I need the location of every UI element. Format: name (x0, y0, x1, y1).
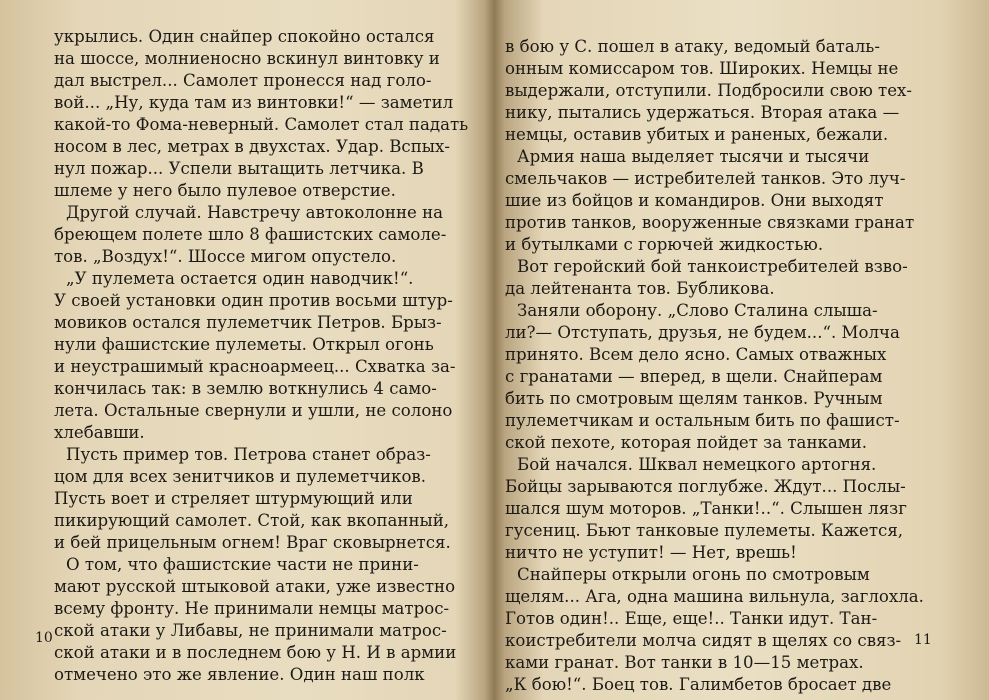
text-line: вой... „Ну, куда там из винтовки!“ — заметил (54, 93, 454, 112)
text-line: коистребители молча сидят в щелях со связ- (505, 631, 902, 650)
text-line: шался шум моторов. „Танки!..“. Слышен лязг (505, 499, 907, 518)
text-line: О том, что фашистские части не прини- (66, 555, 419, 574)
text-line: да лейтенанта тов. Бубликова. (505, 279, 775, 298)
text-line: щелям... Ага, одна машина вильнула, заглохла. (505, 587, 924, 606)
text-line: ли?— Отступать, друзья, не будем...“. Молча (505, 323, 900, 342)
text-line: Вот геройский бой танкоистребителей взво- (517, 257, 908, 276)
text-line: носом в лес, метрах в двухстах. Удар. Вспых- (54, 137, 450, 156)
text-line: нул пожар... Успели вытащить летчика. В (54, 159, 424, 178)
text-line: Снайперы открыли огонь по смотровым (517, 565, 870, 584)
text-line: немцы, оставив убитых и раненых, бежали. (505, 125, 889, 144)
text-line: кончилась так: в землю воткнулись 4 само- (54, 379, 437, 398)
text-line: Заняли оборону. „Слово Сталина слыша- (517, 301, 878, 320)
text-line: пикирующий самолет. Стой, как вкопанный, (54, 511, 450, 530)
text-line: Пусть пример тов. Петрова станет образ- (66, 445, 431, 464)
text-line: нику, пытались удержаться. Вторая атака — (505, 103, 900, 122)
text-line: смельчаков — истребителей танков. Это луч- (505, 169, 906, 188)
page-number-right: 11 (914, 632, 932, 648)
text-line: пулеметчикам и остальным бить по фашист- (505, 411, 900, 430)
text-line: Бой начался. Шквал немецкого артогня. (517, 455, 877, 474)
left-page (54, 26, 478, 684)
text-line: мают русской штыковой атаки, уже известно (54, 577, 456, 596)
text-line: лета. Остальные свернули и ушли, не солоно (54, 401, 453, 420)
text-line: Армия наша выделяет тысячи и тысячи (517, 147, 870, 166)
text-line: с гранатами — вперед, в щели. Снайперам (505, 367, 883, 386)
text-line: Пусть воет и стреляет штурмующий или (54, 489, 413, 508)
text-line: мовиков остался пулеметчик Петров. Брыз- (54, 313, 442, 332)
text-line: отмечено это же явление. Один наш полк (54, 665, 425, 684)
text-line: нули фашистские пулеметы. Открыл огонь (54, 335, 434, 354)
text-line: тов. „Воздух!“. Шоссе мигом опустело. (54, 247, 397, 266)
text-line: Другой случай. Навстречу автоколонне на (66, 203, 444, 222)
text-line: шлеме у него было пулевое отверстие. (54, 181, 396, 200)
text-line: бреющем полете шло 8 фашистских самоле- (54, 225, 447, 244)
text-line: укрылись. Один снайпер спокойно остался (54, 27, 435, 46)
text-line: всему фронту. Не принимали немцы матрос- (54, 599, 450, 618)
text-line: и бутылками с горючей жидкостью. (505, 235, 824, 254)
text-line: ской атаки и в последнем бою у Н. И в армии (54, 643, 457, 662)
text-line: ской атаки у Либавы, не принимали матрос- (54, 621, 447, 640)
text-line: Бойцы зарываются поглубже. Ждут... Послы- (505, 477, 906, 496)
text-line: принято. Всем дело ясно. Самых отважных (505, 345, 887, 364)
right-page (505, 26, 929, 694)
text-line: ками гранат. Вот танки в 10—15 метрах. (505, 653, 864, 672)
text-line: и неустрашимый красноармеец... Схватка за- (54, 357, 456, 376)
text-line: какой-то Фома-неверный. Самолет стал падать (54, 115, 469, 134)
text-line: на шоссе, молниеносно вскинул винтовку и (54, 49, 440, 68)
text-line: дал выстрел... Самолет пронесся над голо- (54, 71, 432, 90)
text-line: „У пулемета остается один наводчик!“. (66, 269, 414, 288)
text-line: в бою у С. пошел в атаку, ведомый баталь- (505, 37, 880, 56)
text-line: шие из бойцов и командиров. Они выходят (505, 191, 884, 210)
text-line: „К бою!“. Боец тов. Галимбетов бросает две (505, 675, 892, 694)
text-line: гусениц. Бьют танковые пулеметы. Кажется, (505, 521, 904, 540)
text-line: бить по смотровым щелям танков. Ручным (505, 389, 883, 408)
page-number-left: 10 (35, 630, 53, 646)
text-line: У своей установки один против восьми штур- (54, 291, 453, 310)
text-line: цом для всех зенитчиков и пулеметчиков. (54, 467, 427, 486)
text-line: хлебавши. (54, 423, 145, 442)
text-line: Готов один!.. Еще, еще!.. Танки идут. Тан- (505, 609, 878, 628)
text-line: выдержали, отступили. Подбросили свою тех- (505, 81, 913, 100)
text-line: онным комиссаром тов. Широких. Немцы не (505, 59, 899, 78)
text-line: ничто не уступит! — Нет, врешь! (505, 543, 797, 562)
text-line: против танков, вооруженные связками гранат (505, 213, 915, 232)
text-line: ской пехоте, которая пойдет за танками. (505, 433, 868, 452)
text-line: и бей прицельным огнем! Враг сковырнется. (54, 533, 451, 552)
